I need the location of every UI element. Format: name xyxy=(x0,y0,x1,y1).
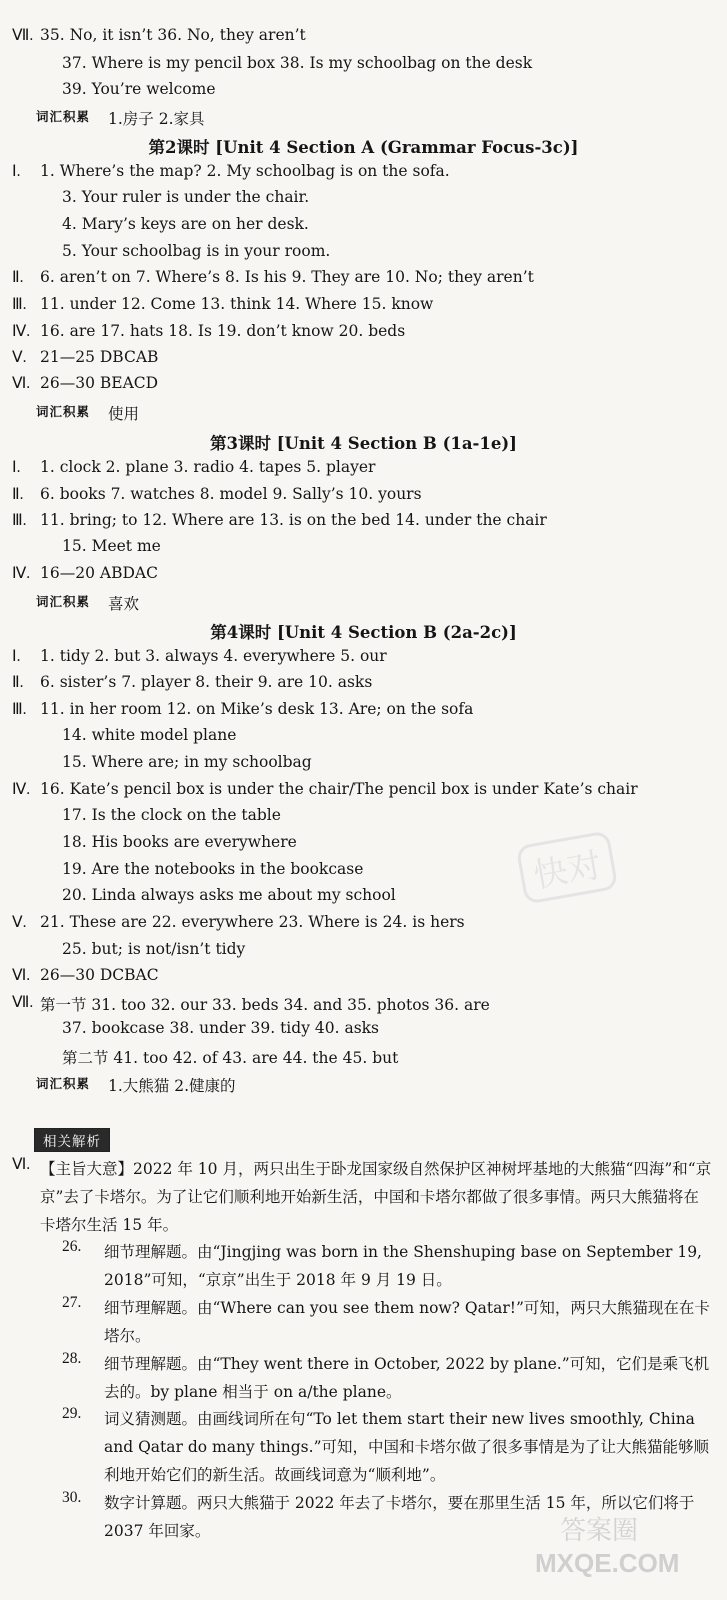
answer-watermark: 答案圈 xyxy=(560,1516,639,1546)
analysis-q28: 细节理解题。由“They went there in October, 2022 by plane.”可知，它们是乘飞机去的。by plane 相当于 on a/the plane。 xyxy=(104,1355,710,1401)
analysis-q26: 细节理解题。由“Jingjing was born in the Shenshuping base on September 19, 2018”可知，“京京”出生于 2018 年 9 月 19 日。 xyxy=(104,1243,702,1289)
question-number: 30. xyxy=(62,1489,82,1506)
answer-page: Ⅶ. 35. No, it isn’t 36. No, they aren’t 37. Where is my pencil box 38. Is my schoolbag on the desk 39. You’re welcome 词汇积累 1.房子 2.家具 第2课时 [Unit 4 Section A (Grammar Focus-3c)] Ⅰ. 1. Where’s the map? 2. My schoolbag is on the sofa. 3. Your ruler is under the chair. 4. Mary’s keys are on her desk. 5. Your schoolbag is in your room. Ⅱ. 6. aren’t on 7. Where’s 8. Is his 9. They are 10. No; they aren’t Ⅲ. 11. under 12. Come 13. think 14. Where 15. know Ⅳ. 16. are 17. hats 18. Is 19. don’t know 20. beds Ⅴ. 21—25 DBCAB Ⅵ. 26—30 BEACD 词汇积累 使用 第3课时 [Unit 4 Section B (1a-1e)] Ⅰ. 1. clock 2. plane 3. radio 4. tapes 5. player Ⅱ. 6. books 7. watches 8. model 9. Sally’s 10. yours Ⅲ. 11. bring; to 12. Where are 13. is on the bed 14. under the chair 15. Meet me Ⅳ. 16—20 ABDAC 词汇积累 喜欢 第4课时 [Unit 4 Section B (2a-2c)] Ⅰ. 1. tidy 2. but 3. always 4. everywhere 5. our Ⅱ. 6. sister’s 7. player 8. their 9. are 10. asks Ⅲ. 11. in her room 12. on Mike’s desk 13. Are; on the sofa 14. white model plane 15. Where are; in my schoolbag Ⅳ. 16. Kate’s pencil box is under the chair/The pencil box is under Kate’s chair 17. Is the clock on the table 18. His books are everywhere 19. Are the notebooks in the bookcase 20. Linda always asks me about my school Ⅴ. 21. These are 22. everywhere 23. Where is 24. is hers 25. but; is not/isn’t tidy Ⅵ. 26—30 DCBAC Ⅶ. 第一节 31. too 32. our 33. beds 34. and 35. photos 36. are 37. bookcase 38. under 39. tidy 40. asks 第二节 41. too 42. of 43. are 44. the 45. but 词汇积累 1.大熊猫 2.健康的 相关解析 Ⅵ. 【主旨大意】2022 年 10 月，两只出生于卧龙国家级自然保护区神树坪基地的大熊猫“四海”和“京京”去了卡塔尔。为了让它们顺利地开始新生活，中国和卡塔尔都做了很多事情。两只大熊猫将在卡塔尔生活 15 年。 26. 细节理解题。由“Jingjing was born in the Shenshuping base on September 19, 2018”可知，“京京”出生于 2018 年 9 月 19 日。 27. 细节理解题。由“Where can you see them now? Qatar!”可知，两只大熊猫现在在卡塔尔。 28. 细节理解题。由“They went there in October, 2022 by plane.”可知，它们是乘飞机去的。by plane 相当于 on a/the plane。 29. 词义猜测题。由画线词所在句“To let them start their new lives smoothly, China and Qatar do many things.”可知，中国和卡塔尔做了很多事情是为了让大熊猫能够顺利地开始它们的新生活。故画线词意为“顺利地”。 30. 数字计算题。两只大熊猫于 2022 年去了卡塔尔，要在那里生活 15 年，所以它们将于 2037 年回家。 快对 MXQE.COM 答案圈 xyxy=(0,0,727,1600)
question-number: 29. xyxy=(62,1405,82,1422)
question-number: 28. xyxy=(62,1350,82,1367)
kuaidui-watermark: 快对 xyxy=(516,830,619,904)
question-number: 27. xyxy=(62,1294,82,1311)
lesson-4-heading: 第4课时 [Unit 4 Section B (2a-2c)] xyxy=(210,623,517,642)
main-idea: 【主旨大意】2022 年 10 月，两只出生于卧龙国家级自然保护区神树坪基地的大熊猫“四海”和“京京”去了卡塔尔。为了让它们顺利地开始新生活，中国和卡塔尔都做了很多事情。两只大熊猫将在卡塔尔生活 15 年。 xyxy=(40,1160,712,1234)
analysis-q30: 数字计算题。两只大熊猫于 2022 年去了卡塔尔，要在那里生活 15 年，所以它们将于 2037 年回家。 xyxy=(104,1494,695,1540)
analysis-q27: 细节理解题。由“Where can you see them now? Qatar!”可知，两只大熊猫现在在卡塔尔。 xyxy=(104,1299,710,1345)
lesson-2-heading: 第2课时 [Unit 4 Section A (Grammar Focus-3c)] xyxy=(148,138,579,157)
lesson-3-heading: 第3课时 [Unit 4 Section B (1a-1e)] xyxy=(210,434,517,453)
analysis-badge: 相关解析 xyxy=(34,1128,110,1152)
analysis-q29: 词义猜测题。由画线词所在句“To let them start their new lives smoothly, China and Qatar do many things.”可知，中国和卡塔尔做了很多事情是为了让大熊猫能够顺利地开始它们的新生活。故画线词意为“顺利地”。 xyxy=(104,1410,709,1484)
site-watermark: MXQE.COM xyxy=(535,1548,680,1578)
question-number: 26. xyxy=(62,1238,82,1255)
